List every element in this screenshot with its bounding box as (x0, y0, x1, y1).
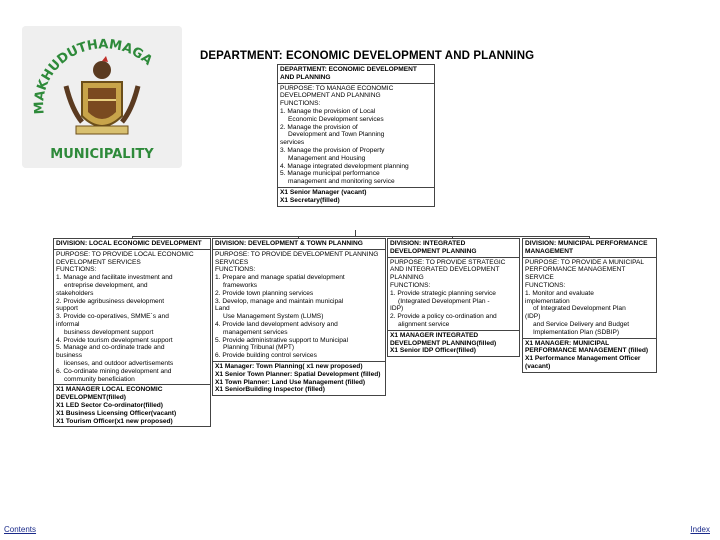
municipality-crest-icon (22, 26, 182, 168)
division-function: 1. Prepare and manage spatial development (215, 274, 345, 282)
division-function: management services (223, 328, 288, 336)
division-function: (IDP) (525, 313, 541, 321)
staff-item: X1 Secretary(filled) (280, 196, 340, 204)
division-function: and Service Delivery and Budget (533, 320, 630, 328)
division-function: business (56, 352, 83, 360)
division-functions-label: FUNCTIONS: (215, 266, 256, 274)
division-function: support (56, 305, 78, 313)
department-body (278, 84, 434, 188)
division-function: 2. Provide a policy co-ordination and (390, 313, 497, 321)
staff-item: X1 Tourism Officer(x1 new proposed) (56, 417, 173, 425)
department-staff (278, 188, 434, 206)
logo-top-text: MAKHUDUTHAMAGA (31, 37, 155, 115)
staff-item: X1 Town Planner: Land Use Management (filled) (215, 378, 366, 386)
division-function: Use Management System (LUMS) (223, 313, 324, 321)
division-function: (Integrated Development Plan - (398, 297, 490, 305)
division-body (388, 258, 519, 331)
staff-item: X1 MANAGER LOCAL ECONOMIC DEVELOPMENT(filled) (56, 386, 163, 402)
division-function: 3. Develop, manage and maintain municipal (215, 297, 344, 305)
department-function: Economic Development services (288, 115, 384, 123)
division-function: 3. Provide co-operatives, SMME`s and (56, 313, 169, 321)
staff-item: X1 MANAGER INTEGRATED DEVELOPMENT PLANNING(filled) (390, 331, 497, 347)
logo-bottom-text: MUNICIPALITY (50, 147, 154, 162)
department-function: 4. Manage integrated development planning (280, 162, 409, 170)
division-body (213, 250, 385, 362)
staff-item: X1 Manager: Town Planning( x1 new proposed) (215, 362, 363, 370)
division-idp-box (387, 238, 520, 357)
connector-horizontal (132, 236, 589, 237)
division-staff (523, 339, 656, 372)
division-function: 2. Provide town planning services (215, 289, 314, 297)
division-function: frameworks (223, 281, 258, 289)
department-functions-label: FUNCTIONS: (280, 100, 321, 108)
division-function: stakeholders (56, 289, 94, 297)
department-function: management and monitoring service (288, 178, 395, 186)
department-function: 1. Manage the provision of Local (280, 107, 376, 115)
staff-item: X1 Business Licensing Officer(vacant) (56, 409, 177, 417)
division-head: DIVISION: INTEGRATED DEVELOPMENT PLANNING (388, 239, 519, 258)
division-function: 6. Co-ordinate mining development and (56, 367, 172, 375)
division-head: DIVISION: DEVELOPMENT & TOWN PLANNING (213, 239, 385, 250)
department-function: Management and Housing (288, 154, 366, 162)
division-functions-label: FUNCTIONS: (525, 281, 566, 289)
division-function: business development support (64, 328, 154, 336)
division-functions-label: FUNCTIONS: (56, 266, 97, 274)
staff-item: X1 LED Sector Co-ordinator(filled) (56, 401, 163, 409)
division-function: of Integrated Development Plan (533, 305, 626, 313)
division-function: 6. Provide building control services (215, 352, 317, 360)
division-function: Land (215, 305, 230, 313)
division-function: alignment service (398, 320, 450, 328)
department-box (277, 64, 435, 207)
division-function: 1. Manage and facilitate investment and (56, 274, 173, 282)
division-purpose: PURPOSE: TO PROVIDE A MUNICIPAL PERFORMANCE MANAGEMENT SERVICE (525, 258, 644, 282)
department-function: 5. Manage municipal performance (280, 170, 380, 178)
division-function: community beneficiation (64, 375, 135, 383)
division-purpose: PURPOSE: TO PROVIDE STRATEGIC AND INTEGRATED DEVELOPMENT PLANNING (390, 258, 506, 282)
division-staff (388, 331, 519, 356)
division-body (54, 250, 210, 386)
department-function: 2. Manage the provision of (280, 123, 358, 131)
department-function: Development and Town Planning (288, 131, 385, 139)
division-function: Implementation Plan (SDBIP) (533, 328, 620, 336)
division-function: Planning Tribunal (MPT) (223, 344, 295, 352)
division-function: 2. Provide agribusiness development (56, 297, 165, 305)
division-function: informal (56, 320, 80, 328)
division-function: 4. Provide land development advisory and (215, 320, 338, 328)
department-function: 3. Manage the provision of Property (280, 146, 385, 154)
index-link[interactable]: Index (690, 525, 710, 534)
division-dtp-box (212, 238, 386, 396)
page-title: DEPARTMENT: ECONOMIC DEVELOPMENT AND PLANNING (200, 50, 535, 62)
staff-item: X1 Senior Town Planner: Spatial Development (filled) (215, 370, 381, 378)
contents-link[interactable]: Contents (4, 525, 37, 534)
staff-item: X1 MANAGER: MUNICIPAL PERFORMANCE MANAGEMENT (filled) (525, 339, 649, 355)
staff-item: X1 SeniorBuilding Inspector (filled) (215, 386, 325, 394)
division-head: DIVISION: MUNICIPAL PERFORMANCE MANAGEMENT (523, 239, 656, 258)
division-pm-box (522, 238, 657, 373)
municipality-logo (22, 26, 182, 168)
division-function: implementation (525, 297, 570, 305)
staff-item: X1 Performance Management Officer (vacant) (525, 355, 641, 370)
division-body (523, 258, 656, 339)
division-staff (54, 385, 210, 426)
staff-item: X1 Senior Manager (vacant) (280, 188, 367, 196)
division-purpose: PURPOSE: TO PROVIDE DEVELOPMENT PLANNING SERVICES (215, 250, 379, 266)
division-head: DIVISION: LOCAL ECONOMIC DEVELOPMENT (54, 239, 210, 250)
department-function: services (280, 139, 305, 147)
division-function: 4. Provide tourism development support (56, 336, 173, 344)
staff-item: X1 Senior IDP Officer(filled) (390, 347, 476, 355)
division-functions-label: FUNCTIONS: (390, 281, 431, 289)
department-head: DEPARTMENT: ECONOMIC DEVELOPMENT AND PLANNING (278, 65, 434, 84)
division-function: entreprise development, and (64, 281, 148, 289)
division-function: 5. Provide administrative support to Municipal (215, 336, 349, 344)
division-function: 5. Manage and co-ordinate trade and (56, 344, 165, 352)
division-purpose: PURPOSE: TO PROVIDE LOCAL ECONOMIC DEVELOPMENT SERVICES (56, 250, 194, 266)
department-purpose: PURPOSE: TO MANAGE ECONOMIC DEVELOPMENT AND PLANNING (280, 84, 394, 100)
division-function: 1. Monitor and evaluate (525, 289, 594, 297)
division-led-box (53, 238, 211, 427)
division-function: licenses, and outdoor advertisements (64, 359, 174, 367)
division-function: 1. Provide strategic planning service (390, 289, 496, 297)
division-function: IDP) (390, 305, 404, 313)
division-staff (213, 362, 385, 395)
